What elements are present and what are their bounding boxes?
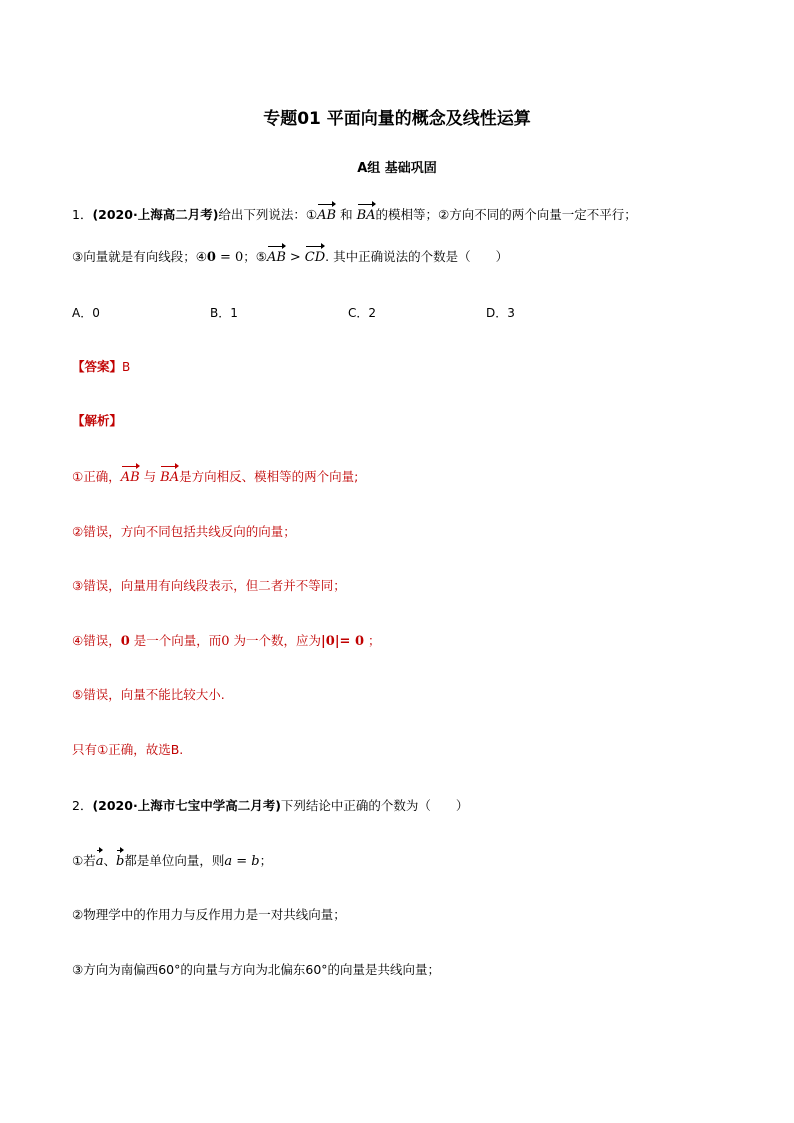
analysis-line-4 [72,632,381,651]
q1-line2-a: ③向量就是有向线段；④ [72,249,207,264]
analysis-l4-e: ； [368,633,381,648]
analysis-abs-zero: |0|= 0 [321,634,365,649]
q2-statement-2: ②物理学中的作用力与反作用力是一对共线向量； [72,907,346,922]
analysis-vector-ba: BA [160,470,180,485]
analysis-l1-b: 是方向相反、模相等的两个向量; [179,469,359,484]
q2-stem: 下列结论中正确的个数为（ ） [280,798,469,813]
analysis-line-1 [72,468,358,487]
analysis-line-2: ②错误，方向不同包括共线反向的向量； [72,524,296,539]
answer-label: 【答案】 [72,359,123,374]
q2-s1-sep: 、 [103,853,116,868]
q2-s1-a: ①若 [72,853,96,868]
analysis-vector-ab: AB [120,470,140,485]
choice-b: B．1 [210,306,238,320]
analysis-line-5: ⑤错误，向量不能比较大小. [72,687,225,702]
analysis-l4-a: ④错误， [72,633,121,648]
vector-ba: BA [356,208,376,223]
analysis-zero-vector: 0 [120,634,130,649]
q1-line2-c: . 其中正确说法的个数是（ ） [325,249,509,264]
analysis-label: 【解析】 [72,413,123,428]
choice-c: C．2 [348,306,377,320]
page-title: 专题01 平面向量的概念及线性运算 [263,109,531,129]
analysis-l1-a: ①正确， [72,469,121,484]
q2-line1 [72,797,468,815]
group-heading: A组 基础巩固 [357,161,437,176]
analysis-l4-b: 是一个向量，而 [133,633,222,648]
vector-cd: CD [304,250,326,265]
q2-s1-c: ； [259,853,273,868]
vector-ab-2: AB [266,250,286,265]
analysis-l1-and: 与 [143,469,157,484]
q2-source: (2020·上海市七宝中学高二月考) [92,798,281,813]
vector-ab: AB [317,208,337,223]
q1-stem-b: 的模相等；②方向不同的两个向量一定不平行； [375,207,637,222]
choice-d: D．3 [486,306,515,320]
q1-line2 [72,248,508,267]
q1-line1 [72,206,637,225]
q2-s1-b: 都是单位向量，则 [124,853,225,868]
greater-than: > [289,250,301,265]
answer [72,358,130,376]
q2-statement-1 [72,852,272,871]
analysis-l4-d: 为一个数，应为 [233,633,322,648]
q1-source: (2020·上海高二月考) [92,207,219,222]
analysis-line-3: ③错误，向量用有向线段表示，但二者并不等同； [72,578,346,593]
analysis-zero-number: 0 [221,634,230,649]
q2-number: 2． [72,798,93,813]
q2-statement-3: ③方向为南偏西60°的向量与方向为北偏东60°的向量是共线向量； [72,962,441,977]
zero-vector: 0 [206,250,216,265]
analysis-line-6: 只有①正确，故选B. [72,742,184,757]
q1-stem-a: 给出下列说法：① [218,207,318,222]
vector-a: a [95,854,104,869]
q1-line2-b: ；⑤ [243,249,267,264]
q1-and: 和 [340,207,353,222]
choice-a: A．0 [72,306,100,320]
answer-value: B [122,360,131,374]
vector-b: b [116,854,125,869]
vector-equation: a = b [224,854,260,869]
q1-number: 1． [72,207,93,222]
eq-zero: = 0 [219,250,244,265]
